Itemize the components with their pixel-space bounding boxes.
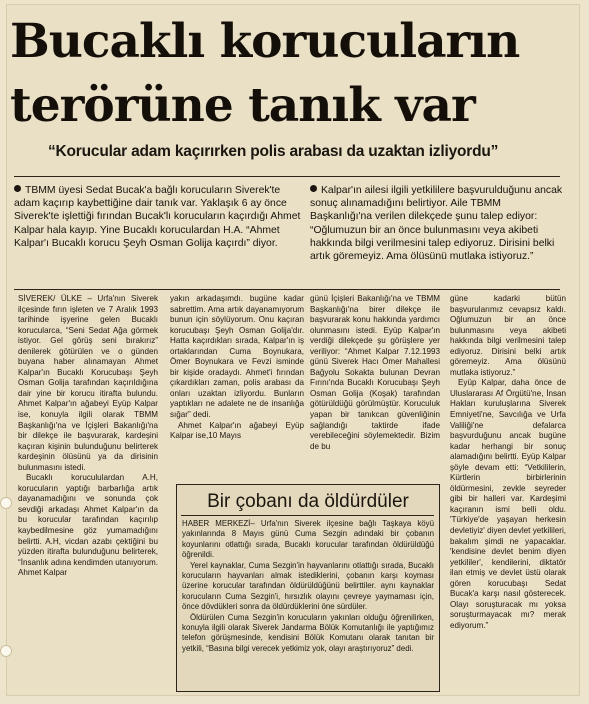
deck-left-text: TBMM üyesi Sedat Bucak'a bağlı korucuların Siverek'te adam kaçırıp kaybettiğine dair tanık var. Yaklaşık 6 ay önce Siverek'te işlettiği fırından Bucak'lı korucuların kaçırdığı Ahmet Kalpar hala kayıp. Yine Bucaklı koruculardan H.A. “Ahmet Kalpar'ı Bucaklı korucu Şeyh Osman Golija kaçırdı” diyor. xyxy=(14,185,301,249)
headline-line-2: terörüne tanık var xyxy=(10,78,475,133)
column-4 xyxy=(450,294,566,692)
column-3 xyxy=(310,294,440,484)
deck-left xyxy=(14,184,301,250)
column-1-paragraph: SİVEREK/ ÜLKE – Urfa'nın Siverek ilçesinde fırın işleten ve 7 Aralık 1993 tarihinde işyerine gelen Bucaklı korucularca, “Seni Sedat Ağa görmek istiyor. Gel görüş seni bırakırız” denilerek götürülen ve o günden buyana haber alınamayan Ahmet Kalpar'ın Bucaklı Korucubaşı Şeyh Osman Golija tarafından kaçırıldığına dair yine bir korucu itirafta bulundu. Ahmet Kalpar'ın ağabeyi Eyüp Kalpar ise, konuyla ilgili olarak TBMM Başkanlığı'na ve İçişleri Bakanlığı'na bir dilekçe ile başvurarak, kardeşini kaçıran kişinin bulunduğunu belirterek kardeşinin ölüsünü ya da dirisinin bulunmasını istedi. xyxy=(18,294,158,472)
headline-line-1: Bucaklı korucuların xyxy=(10,14,520,69)
column-3-paragraph: günü İçişleri Bakanlığı'na ve TBMM Başkanlığı'na birer dilekçe ile başvurarak konu hakkında yardımcı olunmasını istedi. Eyüp Kalpar'ın verdiği dilekçede şu görüşlere yer veriliyor: “Ahmet Kalpar 7.12.1993 günü Siverek Hacı Ömer Mahallesi Bağyolu Sokakta bulunan Devran Fırını'nda Bucaklı Korucubaşı Şeyh Osman Golija (Koşak) tarafından götürüldüğü görülmüştür. Koruculuk yapan bir tanıkcan güvenliğinin sağlandığı taktirde ifade verebileceğini söylemektedir. Bizim de bu xyxy=(310,294,440,451)
punch-hole xyxy=(1,498,11,508)
column-1 xyxy=(18,294,158,692)
column-4-paragraph: Eyüp Kalpar, daha önce de Uluslararası Af Örgütü'ne, İnsan Hakları kuruluşlarına Siverek Emniyeti'ne, Savcılığa ve Urfa Valiliği'ne defalarca başvurduğunu ancak bugüne kadar herhangi bir sonuç alamadığını belirtti. Eyüp Kalpar şöyle devam etti: “Vetkililerin, Kürtlerin birbirlerinin öldürmesini, zevkle seyreder gibi bir halleri var. Kardeşimi kaçıranın ismi belli oldu. 'Türkiye'de yaşayan herkesin devletiyiz' diyen devlet yetkilileri, bakalım şimdi ne yapacaklar. 'kendisine devlet benim diyen yetkililer', kendilerini, diktatör ilan etmiş ve devlet üstü olarak gören korucubaşı Sedat Bucak'a karşı nasıl gösterecek. Olayı soruşturacak mı yoksa soruşturmayacak mı? merak ediyorum.” xyxy=(450,378,566,630)
column-2-paragraph: yakın arkadaşımdı. bugüne kadar sabrettim. Ama artık dayanamıyorum bunun için söylüyorum. Onu kaçıran korucubaşı Şeyh Osman Golija'dır. Hatta kaçırdıkları sırada, Kalpar'ın iş ortaklarından Cuma Boynukara, Ömer Boynukara ve Fevzi isminde bir kişide oradaydı. Ahmet'i fırından çıkardıkları zaman, polis arabası da onları uzaktan izliyordu. Bunların yaptıkları ne adalete ne de insanlığa sığar” dedi. xyxy=(170,294,304,420)
punch-hole xyxy=(1,646,11,656)
rule-deck xyxy=(14,289,560,290)
column-1-paragraph: Bucaklı korucululardan A.H, korucuların yaptığı barbarlığa artık dayanamadığını ve sonunda çok sevdiği arkadaşı Ahmet Kalpar'ın da bu korucular tarafından kaçırılıp kaybedilmesine göz yumamadığını belirtti. A.H, vicdan azabı çektiğini bu yüzden itirafta bulunduğunu belirterek, “İnsanlık adına kendimden utanıyorum. Ahmet Kalpar xyxy=(18,473,158,578)
subheadline: “Korucular adam kaçırırken polis arabası da uzaktan izliyordu” xyxy=(48,143,499,160)
sidebar-story-title: Bir çobanı da öldürdüler xyxy=(207,491,409,512)
sidebar-story-paragraph: Öldürülen Cuma Sezgin'in korucuların yakınları olduğu öğrenilirken, konuyla ilgili olarak Siverek Jandarma Bölük Komutanlığı ile yaptığımız telefon görüşmesinde, kendisini Bölük Komutanı olarak tanıtan bir yetkili, “Basına bilgi verecek yetkimiz yok, olayı araştırıyoruz” dedi. xyxy=(182,612,434,653)
sidebar-story-paragraph: HABER MERKEZİ– Urfa'nın Siverek ilçesine bağlı Taşkaya köyü yakınlarında 8 Mayıs günü Cuma Sezgin adındaki bir çobanın koyunlarını otlattığı sırada, Bucaklı korucular tarafından öldürüldüğü öğrenildi. xyxy=(182,519,434,560)
sidebar-story-rule xyxy=(181,515,434,516)
sidebar-story-paragraph: Yerel kaynaklar, Cuma Sezgin'in hayvanlarını otlattığı sırada, Bucaklı korucuların hayvanları almak istediklerini, çobanın karşı koyması üzerine korucular tarafından öldürüldüğünü belirttiler. aynı kaynaklar korucuların Cuma Sezgin'i, hırsızlık olayını çevreye yaymaması için, önce dövdükleri sonra da öldürdüklerini öne sürdüler. xyxy=(182,560,434,612)
sidebar-story-body xyxy=(182,519,434,689)
deck-right xyxy=(310,184,564,263)
sidebar-story-box xyxy=(176,484,440,692)
deck-right-text: Kalpar'ın ailesi ilgili yetkililere başvurulduğunu ancak sonuç alınamadığını belirtiyor. Aile TBMM Başkanlığı'na verilen dilekçede şunu talep ediyor: “Oğlumuzun bir an önce bulunmasını veya akibeti hakkında bilgi verilmesini talep ediyoruz. Dirisini belki artık göremeyiz. Ama ölüsünü mutlaka istiyoruz.” xyxy=(310,185,563,263)
column-2-paragraph: Ahmet Kalpar'ın ağabeyi Eyüp Kalpar ise,10 Mayıs xyxy=(170,420,304,441)
column-2 xyxy=(170,294,304,484)
bullet-icon xyxy=(310,185,317,192)
column-4-paragraph: güne kadarki bütün başvurularımız cevapsız kaldı. Oğlumuzun bir an önce bulunmasını veya akibeti hakkında bilgi verilmesini talep ediyoruz. Dirisini belki artık göremeyiz. Ama ölüsünü mutlaka istiyoruz.” xyxy=(450,294,566,377)
bullet-icon xyxy=(14,185,21,192)
rule-top xyxy=(14,176,560,177)
